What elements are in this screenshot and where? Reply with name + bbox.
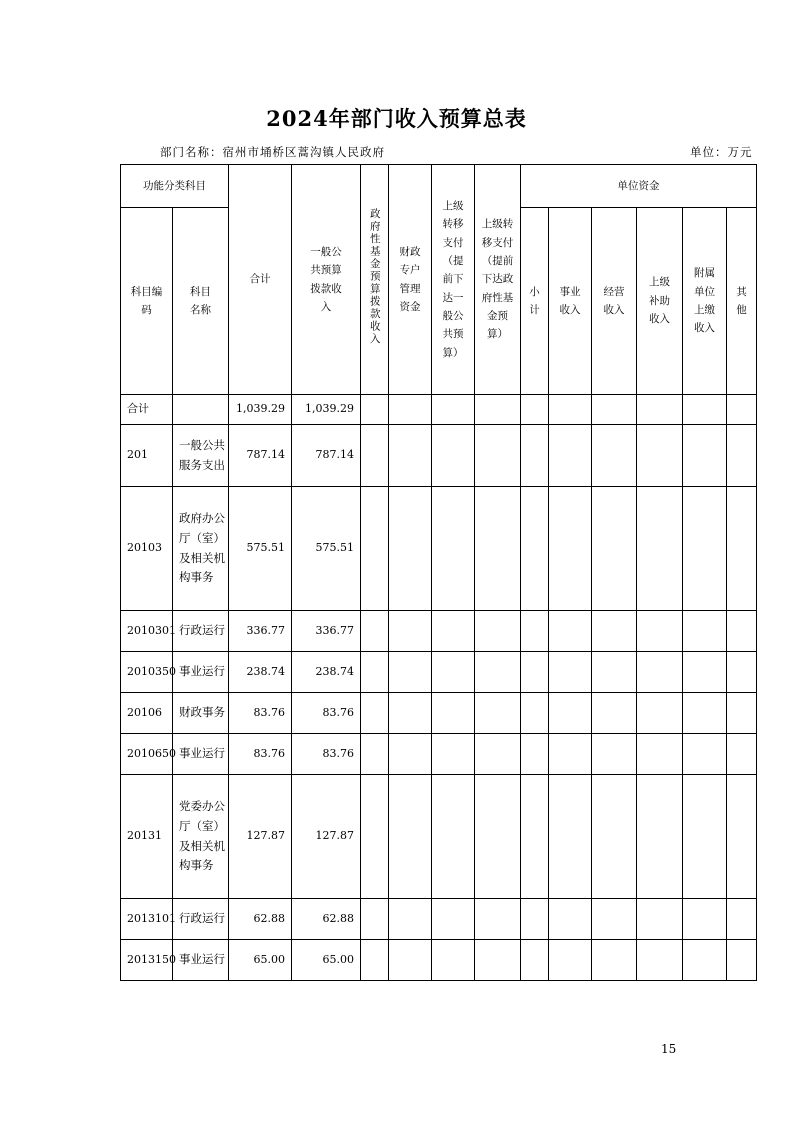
header-business-income: 事业收入 bbox=[549, 208, 592, 395]
empty-cell bbox=[549, 652, 592, 693]
header-fiscal-special: 财政专户管理资金 bbox=[389, 165, 432, 395]
row-general-budget: 238.74 bbox=[292, 652, 361, 693]
empty-cell bbox=[361, 611, 389, 652]
empty-cell bbox=[637, 652, 683, 693]
table-row bbox=[121, 940, 757, 981]
row-general-budget: 575.51 bbox=[292, 487, 361, 611]
row-total: 127.87 bbox=[229, 775, 292, 899]
header-operating-income: 经营收入 bbox=[592, 208, 637, 395]
header-unit-funds: 单位资金 bbox=[521, 165, 757, 208]
row-code: 20131 bbox=[121, 775, 173, 899]
empty-cell bbox=[389, 940, 432, 981]
row-name: 行政运行 bbox=[173, 611, 229, 652]
empty-cell bbox=[389, 395, 432, 425]
empty-cell bbox=[549, 425, 592, 487]
row-name: 政府办公厅（室）及相关机构事务 bbox=[173, 487, 229, 611]
empty-cell bbox=[727, 611, 757, 652]
row-name: 事业运行 bbox=[173, 940, 229, 981]
empty-cell bbox=[432, 652, 475, 693]
header-subsidy-income: 上级补助收入 bbox=[637, 208, 683, 395]
table-row bbox=[121, 425, 757, 487]
empty-cell bbox=[521, 940, 549, 981]
empty-cell bbox=[637, 611, 683, 652]
row-total: 1,039.29 bbox=[229, 395, 292, 425]
row-general-budget: 62.88 bbox=[292, 899, 361, 940]
empty-cell bbox=[549, 775, 592, 899]
header-transfer-gov-fund: 上级转移支付（提前下达政府性基金预算） bbox=[475, 165, 521, 395]
row-code: 2010350 bbox=[121, 652, 173, 693]
header-func-class: 功能分类科目 bbox=[121, 165, 229, 208]
empty-cell bbox=[432, 734, 475, 775]
empty-cell bbox=[549, 734, 592, 775]
header-gov-fund: 政府性基金预算拨款收入 bbox=[361, 165, 389, 395]
row-total: 238.74 bbox=[229, 652, 292, 693]
empty-cell bbox=[475, 940, 521, 981]
empty-cell bbox=[361, 652, 389, 693]
row-code: 2013101 bbox=[121, 899, 173, 940]
header-general-budget: 一般公共预算拨款收入 bbox=[292, 165, 361, 395]
empty-cell bbox=[683, 395, 727, 425]
empty-cell bbox=[389, 425, 432, 487]
row-code: 2010650 bbox=[121, 734, 173, 775]
row-general-budget: 65.00 bbox=[292, 940, 361, 981]
empty-cell bbox=[637, 487, 683, 611]
row-name: 党委办公厅（室）及相关机构事务 bbox=[173, 775, 229, 899]
table-row bbox=[121, 899, 757, 940]
empty-cell bbox=[727, 940, 757, 981]
empty-cell bbox=[637, 940, 683, 981]
empty-cell bbox=[683, 487, 727, 611]
empty-cell bbox=[432, 899, 475, 940]
page-title: 2024年部门收入预算总表 bbox=[266, 106, 527, 131]
empty-cell bbox=[475, 899, 521, 940]
empty-cell bbox=[592, 611, 637, 652]
row-name: 事业运行 bbox=[173, 734, 229, 775]
empty-cell bbox=[592, 395, 637, 425]
empty-cell bbox=[727, 425, 757, 487]
empty-cell bbox=[389, 734, 432, 775]
table-row bbox=[121, 395, 757, 425]
empty-cell bbox=[683, 652, 727, 693]
empty-cell bbox=[432, 611, 475, 652]
empty-cell bbox=[475, 425, 521, 487]
empty-cell bbox=[683, 940, 727, 981]
empty-cell bbox=[683, 734, 727, 775]
empty-cell bbox=[727, 487, 757, 611]
empty-cell bbox=[475, 487, 521, 611]
header-name: 科目名称 bbox=[173, 208, 229, 395]
empty-cell bbox=[727, 775, 757, 899]
row-code: 2013150 bbox=[121, 940, 173, 981]
empty-cell bbox=[361, 940, 389, 981]
row-code: 20103 bbox=[121, 487, 173, 611]
empty-cell bbox=[592, 425, 637, 487]
row-total: 575.51 bbox=[229, 487, 292, 611]
table-row bbox=[121, 611, 757, 652]
department-name: 部门名称：宿州市埇桥区蒿沟镇人民政府 bbox=[160, 145, 385, 159]
empty-cell bbox=[549, 899, 592, 940]
header-transfer-general: 上级转移支付（提前下达一般公共预算） bbox=[432, 165, 475, 395]
row-total: 62.88 bbox=[229, 899, 292, 940]
header-code: 科目编码 bbox=[121, 208, 173, 395]
empty-cell bbox=[432, 775, 475, 899]
header-total: 合计 bbox=[229, 165, 292, 395]
row-general-budget: 83.76 bbox=[292, 693, 361, 734]
row-total: 65.00 bbox=[229, 940, 292, 981]
empty-cell bbox=[475, 652, 521, 693]
empty-cell bbox=[475, 734, 521, 775]
table-row bbox=[121, 775, 757, 899]
row-general-budget: 127.87 bbox=[292, 775, 361, 899]
table-row bbox=[121, 487, 757, 611]
empty-cell bbox=[432, 693, 475, 734]
row-name: 一般公共服务支出 bbox=[173, 425, 229, 487]
empty-cell bbox=[475, 395, 521, 425]
empty-cell bbox=[432, 395, 475, 425]
row-total: 336.77 bbox=[229, 611, 292, 652]
row-general-budget: 787.14 bbox=[292, 425, 361, 487]
row-general-budget: 1,039.29 bbox=[292, 395, 361, 425]
empty-cell bbox=[521, 693, 549, 734]
empty-cell bbox=[683, 899, 727, 940]
row-total: 787.14 bbox=[229, 425, 292, 487]
empty-cell bbox=[683, 425, 727, 487]
header-other: 其他 bbox=[727, 208, 757, 395]
empty-cell bbox=[592, 775, 637, 899]
empty-cell bbox=[521, 611, 549, 652]
empty-cell bbox=[475, 693, 521, 734]
empty-cell bbox=[521, 652, 549, 693]
empty-cell bbox=[592, 899, 637, 940]
header-affiliated-income: 附属单位上缴收入 bbox=[683, 208, 727, 395]
empty-cell bbox=[683, 611, 727, 652]
empty-cell bbox=[521, 899, 549, 940]
empty-cell bbox=[361, 734, 389, 775]
empty-cell bbox=[683, 775, 727, 899]
empty-cell bbox=[727, 734, 757, 775]
empty-cell bbox=[727, 693, 757, 734]
table-row bbox=[121, 693, 757, 734]
empty-cell bbox=[432, 425, 475, 487]
row-code: 合计 bbox=[121, 395, 173, 425]
income-budget-table bbox=[120, 164, 757, 981]
empty-cell bbox=[432, 940, 475, 981]
empty-cell bbox=[637, 395, 683, 425]
empty-cell bbox=[389, 775, 432, 899]
row-code: 201 bbox=[121, 425, 173, 487]
empty-cell bbox=[389, 652, 432, 693]
empty-cell bbox=[549, 693, 592, 734]
empty-cell bbox=[361, 693, 389, 734]
empty-cell bbox=[637, 425, 683, 487]
empty-cell bbox=[521, 395, 549, 425]
table-row bbox=[121, 652, 757, 693]
empty-cell bbox=[521, 425, 549, 487]
row-general-budget: 336.77 bbox=[292, 611, 361, 652]
empty-cell bbox=[592, 487, 637, 611]
header-subtotal: 小计 bbox=[521, 208, 549, 395]
empty-cell bbox=[727, 652, 757, 693]
empty-cell bbox=[389, 487, 432, 611]
row-name bbox=[173, 395, 229, 425]
empty-cell bbox=[521, 734, 549, 775]
empty-cell bbox=[432, 487, 475, 611]
row-code: 2010301 bbox=[121, 611, 173, 652]
empty-cell bbox=[592, 693, 637, 734]
empty-cell bbox=[549, 611, 592, 652]
table-row bbox=[121, 734, 757, 775]
row-name: 财政事务 bbox=[173, 693, 229, 734]
row-total: 83.76 bbox=[229, 734, 292, 775]
empty-cell bbox=[727, 899, 757, 940]
page-number: 15 bbox=[661, 1042, 677, 1056]
empty-cell bbox=[637, 899, 683, 940]
empty-cell bbox=[361, 899, 389, 940]
empty-cell bbox=[361, 395, 389, 425]
empty-cell bbox=[727, 395, 757, 425]
row-code: 20106 bbox=[121, 693, 173, 734]
empty-cell bbox=[361, 425, 389, 487]
empty-cell bbox=[521, 775, 549, 899]
row-name: 行政运行 bbox=[173, 899, 229, 940]
empty-cell bbox=[549, 940, 592, 981]
empty-cell bbox=[592, 940, 637, 981]
empty-cell bbox=[389, 693, 432, 734]
empty-cell bbox=[637, 734, 683, 775]
row-name: 事业运行 bbox=[173, 652, 229, 693]
empty-cell bbox=[683, 693, 727, 734]
empty-cell bbox=[475, 775, 521, 899]
empty-cell bbox=[549, 487, 592, 611]
row-total: 83.76 bbox=[229, 693, 292, 734]
empty-cell bbox=[361, 775, 389, 899]
empty-cell bbox=[475, 611, 521, 652]
empty-cell bbox=[521, 487, 549, 611]
empty-cell bbox=[592, 652, 637, 693]
empty-cell bbox=[592, 734, 637, 775]
empty-cell bbox=[361, 487, 389, 611]
empty-cell bbox=[637, 693, 683, 734]
empty-cell bbox=[549, 395, 592, 425]
empty-cell bbox=[389, 611, 432, 652]
unit-label: 单位：万元 bbox=[690, 145, 753, 159]
empty-cell bbox=[637, 775, 683, 899]
row-general-budget: 83.76 bbox=[292, 734, 361, 775]
empty-cell bbox=[389, 899, 432, 940]
